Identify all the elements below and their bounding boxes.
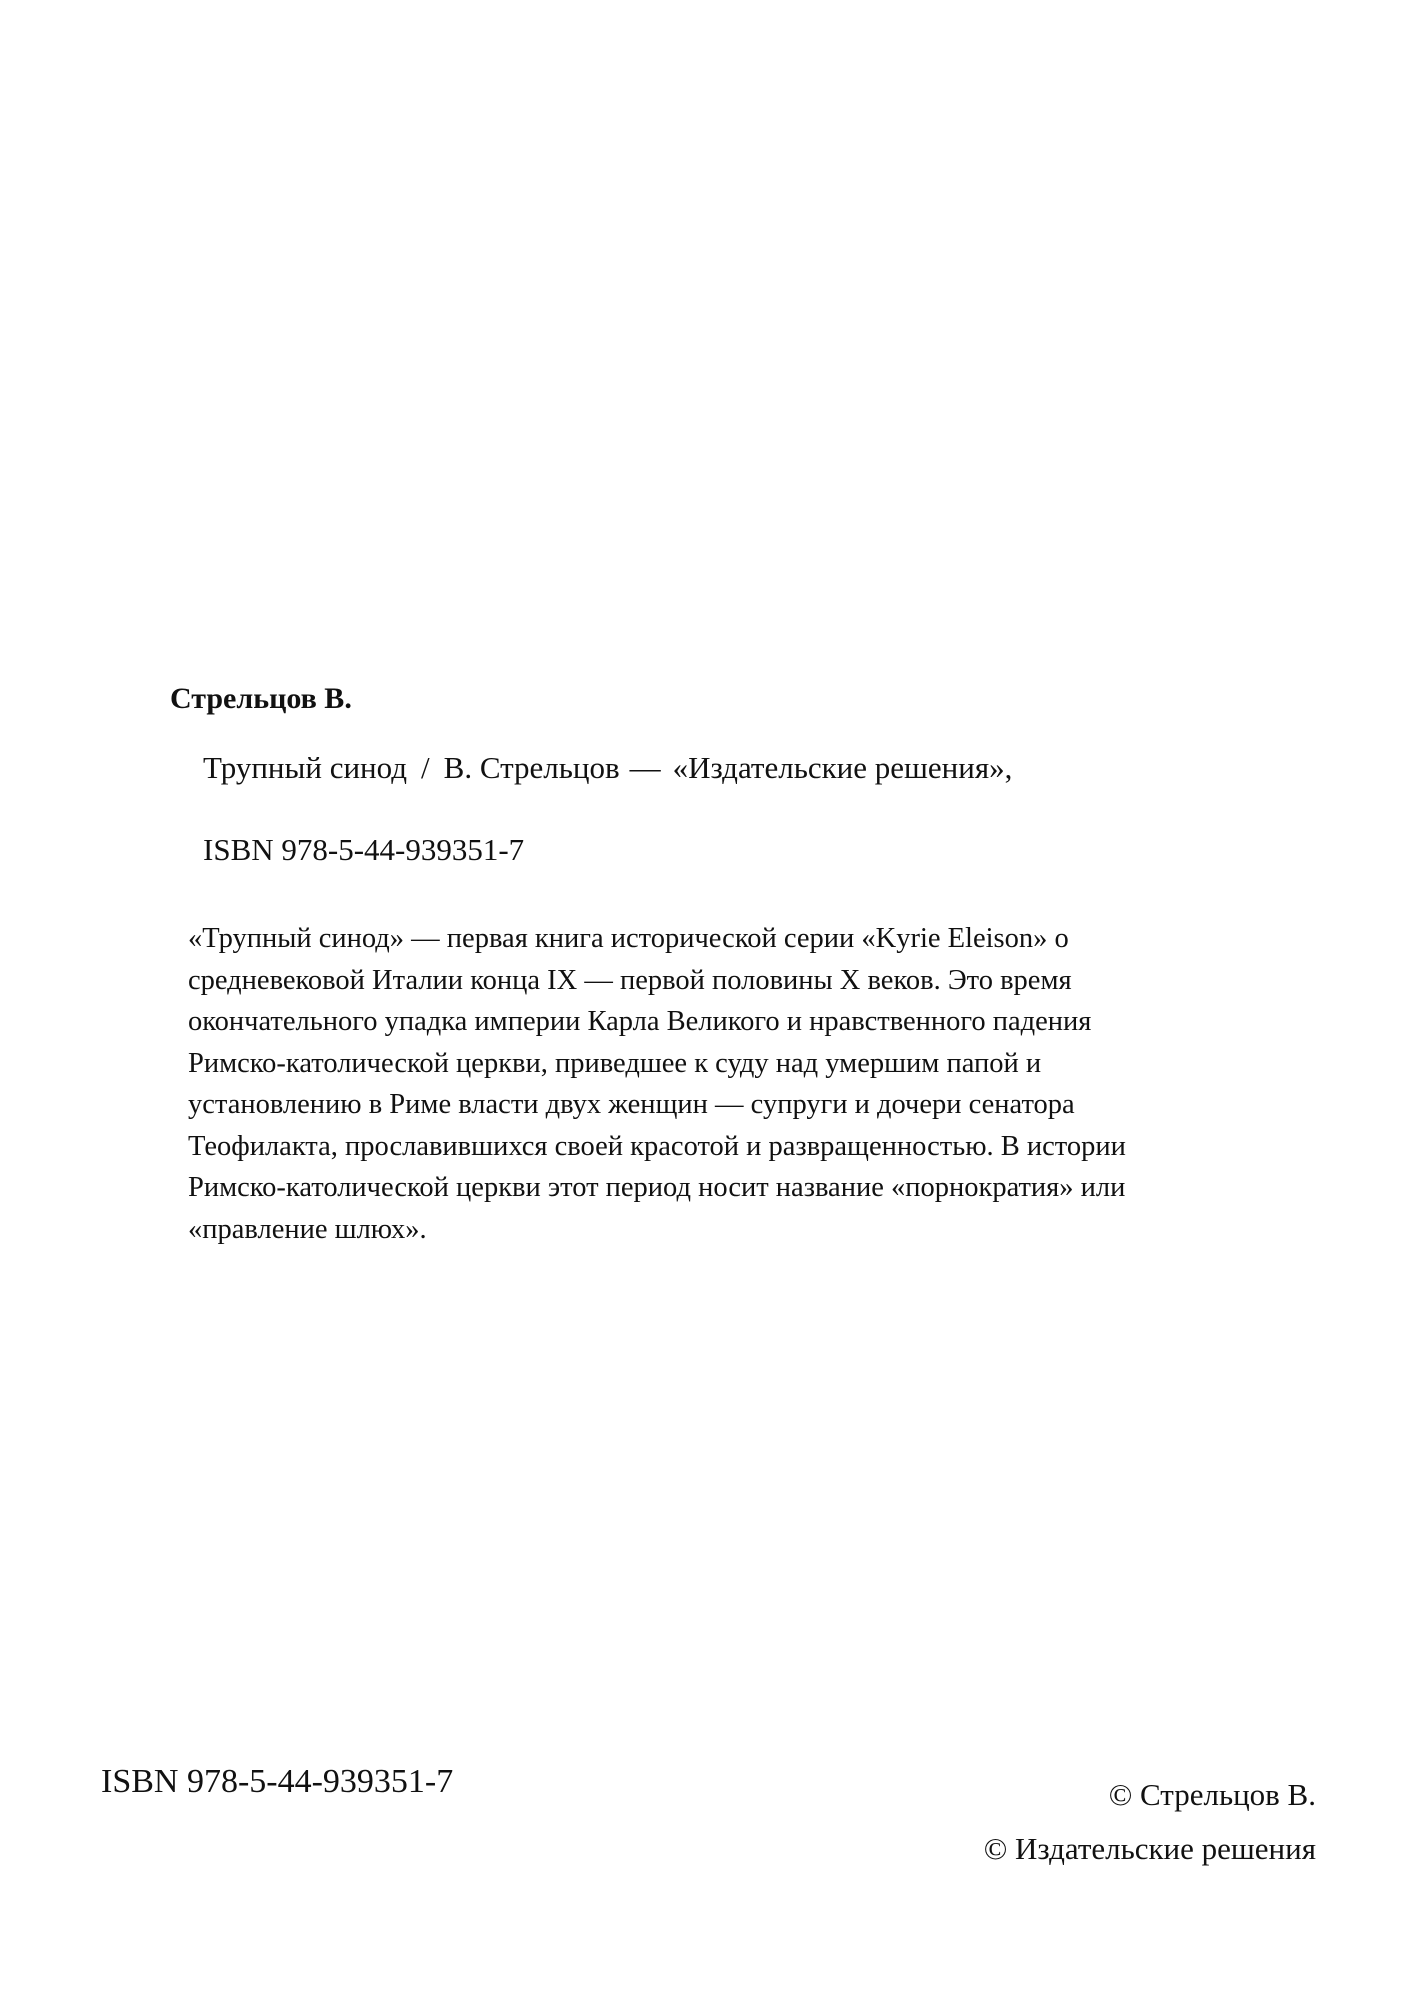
- isbn-top: ISBN 978-5-44-939351-7: [203, 832, 525, 867]
- annotation-paragraph: [188, 918, 1338, 1250]
- responsibility-statement: В. Стрельцов: [443, 750, 620, 785]
- annotation-line: окончательного упадка империи Карла Великого и нравственного падения: [188, 1006, 1092, 1037]
- copyright-publisher: © Издательские решения: [983, 1831, 1316, 1866]
- bibliographic-line: [203, 750, 1012, 786]
- annotation-line: Римско-католической церкви этот период носит название «порнократия» или: [188, 1172, 1126, 1203]
- copyright-author: © Стрельцов В.: [1108, 1777, 1316, 1812]
- copyright-block: [984, 1768, 1316, 1876]
- annotation-line: средневековой Италии конца IX — первой половины X веков. Это время: [188, 964, 1072, 996]
- author-heading: Стрельцов В.: [170, 682, 352, 715]
- dash-separator: —: [629, 750, 661, 785]
- slash-separator: /: [421, 750, 430, 785]
- annotation-line: Римско-католической церкви, приведшее к суду над умершим папой и: [188, 1047, 1042, 1079]
- annotation-line: Теофилакта, прославившихся своей красотой и развращенностью. В истории: [188, 1130, 1126, 1162]
- annotation-line: «Трупный синод» — первая книга исторической серии «Kyrie Eleison» о: [188, 923, 1069, 954]
- book-title: Трупный синод: [203, 750, 408, 785]
- publisher-name: «Издательские решения»,: [672, 750, 1013, 785]
- annotation-line: «правление шлюх».: [188, 1213, 427, 1245]
- annotation-line: установлению в Риме власти двух женщин — супруги и дочери сенатора: [188, 1089, 1075, 1120]
- isbn-bottom: ISBN 978-5-44-939351-7: [101, 1763, 454, 1800]
